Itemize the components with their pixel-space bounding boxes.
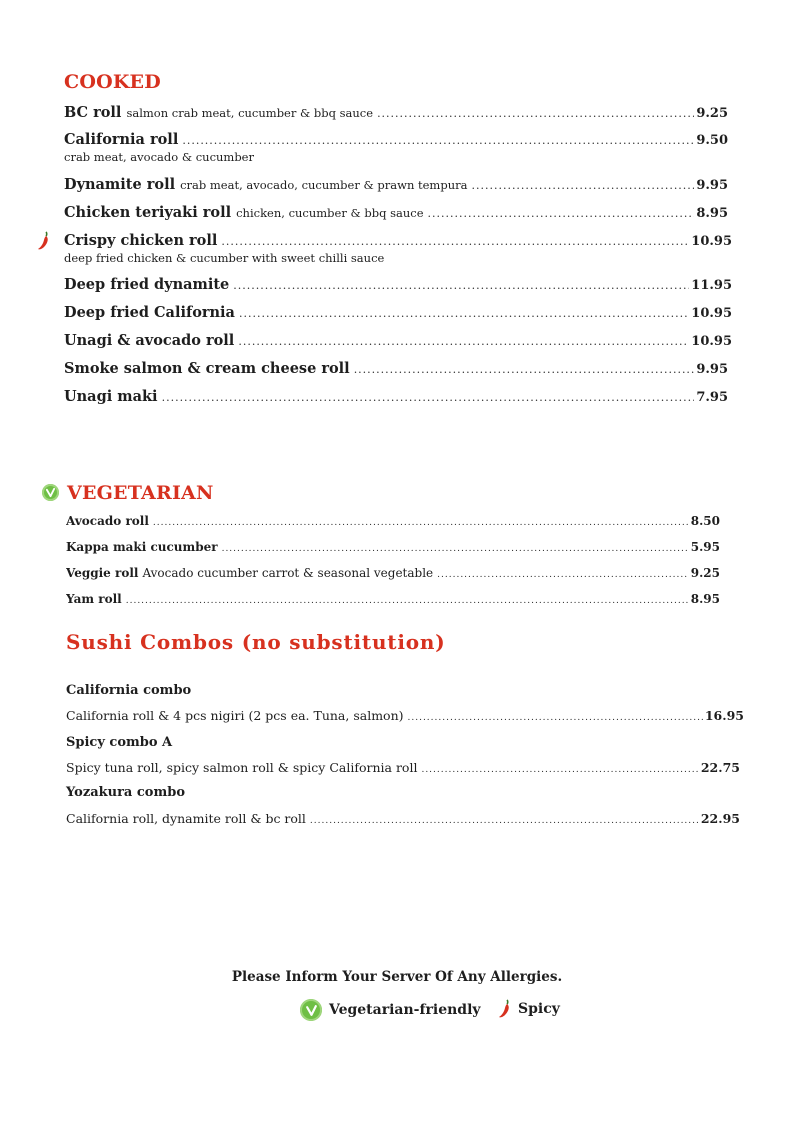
combo-description: California roll & 4 pcs nigiri (2 pcs ea. Tuna, salmon) bbox=[66, 708, 404, 723]
item-name: Deep fried California bbox=[64, 304, 235, 321]
menu-item-california-roll bbox=[64, 131, 728, 148]
dot-leader bbox=[377, 107, 694, 120]
item-price: 10.95 bbox=[691, 234, 732, 249]
combo-name: Yozakura combo bbox=[66, 785, 185, 800]
combo-price: 16.95 bbox=[704, 708, 744, 723]
dot-leader bbox=[239, 307, 689, 320]
item-price: 8.95 bbox=[696, 206, 728, 221]
combo-description: Spicy tuna roll, spicy salmon roll & spicy California roll bbox=[66, 760, 418, 775]
menu-item-dynamite-roll bbox=[64, 176, 728, 193]
item-price: 9.95 bbox=[696, 362, 728, 377]
dot-leader bbox=[354, 363, 695, 376]
item-description: chicken, cucumber & bbq sauce bbox=[236, 206, 424, 220]
menu-item-chicken-teriyaki-roll bbox=[64, 204, 728, 221]
item-price: 8.50 bbox=[690, 514, 720, 528]
combo-california bbox=[66, 708, 744, 723]
combo-name: California combo bbox=[66, 683, 192, 698]
item-price: 5.95 bbox=[690, 540, 720, 554]
legend-vegetarian bbox=[300, 999, 481, 1021]
dot-leader bbox=[222, 544, 689, 554]
item-description: Avocado cucumber carrot & seasonal vegetable bbox=[142, 566, 434, 580]
menu-item-deep-fried-california bbox=[64, 304, 732, 321]
item-description: crab meat, avocado & cucumber bbox=[64, 150, 254, 164]
combos-section-title: Sushi Combos (no substitution) bbox=[66, 630, 446, 654]
item-description: salmon crab meat, cucumber & bbq sauce bbox=[126, 106, 374, 120]
combo-price: 22.75 bbox=[700, 760, 740, 775]
menu-item-veggie-roll bbox=[66, 566, 720, 580]
legend-spicy-label: Spicy bbox=[518, 1001, 560, 1017]
menu-item-yam-roll bbox=[66, 592, 720, 606]
dot-leader bbox=[221, 235, 689, 248]
item-price: 10.95 bbox=[691, 334, 732, 349]
item-price: 9.50 bbox=[696, 133, 728, 148]
menu-item-avocado-roll bbox=[66, 514, 720, 528]
item-description: deep fried chicken & cucumber with sweet chilli sauce bbox=[64, 251, 385, 265]
vegetarian-section-title: VEGETARIAN bbox=[67, 482, 214, 504]
dot-leader bbox=[153, 518, 689, 528]
menu-item-smoke-salmon-cream-cheese-roll bbox=[64, 360, 728, 377]
item-name: Unagi & avocado roll bbox=[64, 332, 235, 349]
dot-leader bbox=[182, 134, 694, 147]
legend-vegetarian-label: Vegetarian-friendly bbox=[329, 1002, 481, 1018]
item-name: Kappa maki cucumber bbox=[66, 540, 218, 554]
dot-leader bbox=[471, 179, 694, 192]
combo-spicy-a bbox=[66, 760, 740, 775]
item-name: Unagi maki bbox=[64, 388, 158, 405]
item-price: 7.95 bbox=[696, 390, 728, 405]
chili-pepper-icon bbox=[498, 999, 512, 1019]
item-name: BC roll bbox=[64, 104, 122, 121]
item-name: California roll bbox=[64, 131, 179, 148]
item-price: 10.95 bbox=[691, 306, 732, 321]
dot-leader bbox=[126, 596, 689, 606]
cooked-section-title: COOKED bbox=[64, 71, 161, 93]
menu-item-unagi-maki bbox=[64, 388, 728, 405]
item-name: Dynamite roll bbox=[64, 176, 176, 193]
chili-pepper-icon bbox=[37, 231, 51, 251]
item-price: 11.95 bbox=[691, 278, 732, 293]
item-name: Deep fried dynamite bbox=[64, 276, 230, 293]
combo-price: 22.95 bbox=[700, 811, 740, 826]
vegetarian-leaf-icon bbox=[300, 999, 322, 1021]
menu-item-crispy-chicken-roll bbox=[64, 232, 732, 249]
dot-leader bbox=[310, 816, 699, 826]
dot-leader bbox=[162, 391, 695, 404]
item-name: Veggie roll bbox=[66, 566, 139, 580]
dot-leader bbox=[233, 279, 689, 292]
menu-item-deep-fried-dynamite bbox=[64, 276, 732, 293]
dot-leader bbox=[437, 570, 689, 580]
dot-leader bbox=[421, 765, 698, 775]
item-name: Crispy chicken roll bbox=[64, 232, 218, 249]
combo-description: California roll, dynamite roll & bc roll bbox=[66, 811, 306, 826]
item-name: Yam roll bbox=[66, 592, 122, 606]
dot-leader bbox=[238, 335, 689, 348]
menu-item-bc-roll bbox=[64, 104, 728, 121]
item-name: Chicken teriyaki roll bbox=[64, 204, 232, 221]
dot-leader bbox=[408, 713, 703, 723]
item-price: 9.25 bbox=[690, 566, 720, 580]
allergy-note: Please Inform Your Server Of Any Allergies. bbox=[231, 969, 563, 985]
item-price: 9.95 bbox=[696, 178, 728, 193]
dot-leader bbox=[428, 207, 695, 220]
item-name: Smoke salmon & cream cheese roll bbox=[64, 360, 350, 377]
vegetarian-leaf-icon bbox=[42, 484, 59, 501]
item-name: Avocado roll bbox=[66, 514, 149, 528]
item-price: 8.95 bbox=[690, 592, 720, 606]
combo-yozakura bbox=[66, 811, 740, 826]
item-price: 9.25 bbox=[696, 106, 728, 121]
menu-item-unagi-avocado-roll bbox=[64, 332, 732, 349]
item-description: crab meat, avocado, cucumber & prawn tempura bbox=[180, 178, 468, 192]
combo-name: Spicy combo A bbox=[66, 735, 173, 750]
menu-item-kappa-maki-cucumber bbox=[66, 540, 720, 554]
legend-spicy bbox=[498, 999, 560, 1019]
